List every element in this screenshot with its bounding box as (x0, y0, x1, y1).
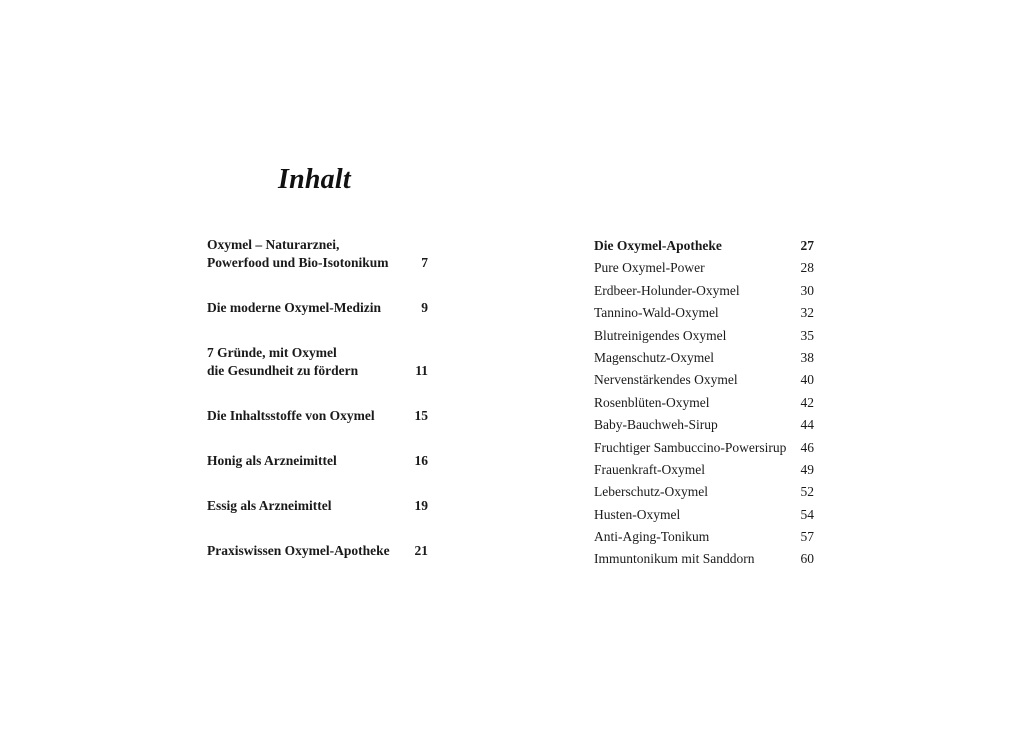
toc-entry-title: Baby-Bauchweh-Sirup (594, 417, 718, 433)
toc-page-number: 49 (800, 461, 814, 477)
toc-page-number: 60 (800, 551, 814, 567)
page-title: Inhalt (278, 164, 351, 195)
toc-entry-title: Anti-Aging-Tonikum (594, 529, 710, 545)
toc-entry-title: Husten-Oxymel (594, 506, 681, 522)
toc-entry-line: Essig als Arzneimittel (207, 498, 332, 513)
toc-entry-title (207, 497, 397, 515)
toc-entry-line: Powerfood und Bio-Isotonikum (207, 255, 389, 270)
toc-entry-line: Die Inhaltsstoffe von Oxymel (207, 408, 375, 423)
toc-entry-title: Fruchtiger Sambuccino-Powersirup (594, 439, 787, 455)
toc-page-number: 7 (421, 255, 428, 270)
toc-entry-title: Rosenblüten-Oxymel (594, 394, 710, 410)
toc-entry-naturarznei[interactable] (207, 236, 428, 272)
toc-page-number: 11 (415, 363, 428, 378)
toc-entry-title: Erdbeer-Holunder-Oxymel (594, 282, 740, 298)
toc-entry-title (207, 542, 397, 560)
toc-page-number: 15 (414, 408, 428, 423)
toc-recipe-entry[interactable] (594, 302, 814, 324)
toc-entry-title: Magenschutz-Oxymel (594, 349, 714, 365)
toc-recipe-entry[interactable] (594, 526, 814, 548)
toc-entry-title (207, 344, 397, 380)
toc-page-number: 32 (800, 305, 814, 321)
toc-entry-title: Tannino-Wald-Oxymel (594, 305, 719, 321)
toc-entry-7-gruende[interactable] (207, 344, 428, 380)
toc-page-number: 16 (414, 453, 428, 468)
toc-entry-moderne-medizin[interactable] (207, 299, 428, 317)
toc-entry-line: Praxiswissen Oxymel-Apotheke (207, 543, 390, 558)
toc-entry-line: Die moderne Oxymel-Medizin (207, 300, 381, 315)
toc-recipe-entry[interactable] (594, 392, 814, 414)
toc-entry-title: Nervenstärkendes Oxymel (594, 372, 738, 388)
toc-page-number: 42 (800, 394, 814, 410)
toc-entry-title: Frauenkraft-Oxymel (594, 461, 705, 477)
toc-recipe-entry[interactable] (594, 548, 814, 570)
toc-entry-line: Honig als Arzneimittel (207, 453, 337, 468)
toc-entry-inhaltsstoffe[interactable] (207, 407, 428, 425)
toc-page-number: 30 (800, 282, 814, 298)
toc-page-number: 44 (800, 417, 814, 433)
toc-recipe-entry[interactable] (594, 257, 814, 279)
toc-recipe-entry[interactable] (594, 280, 814, 302)
toc-left-column (207, 236, 428, 560)
toc-recipe-entry[interactable] (594, 481, 814, 503)
toc-entry-title: Die Oxymel-Apotheke (594, 238, 722, 253)
toc-page-number: 21 (414, 543, 428, 558)
toc-entry-line: 7 Gründe, mit Oxymel (207, 345, 337, 360)
toc-recipe-entry[interactable] (594, 369, 814, 391)
toc-page-number: 46 (800, 439, 814, 455)
toc-recipe-entry[interactable] (594, 325, 814, 347)
toc-page-number: 19 (414, 498, 428, 513)
toc-entry-line: Oxymel – Naturarznei, (207, 237, 340, 252)
toc-page-number: 28 (800, 260, 814, 276)
toc-entry-title (207, 236, 397, 272)
toc-section-heading[interactable] (594, 235, 814, 257)
toc-recipe-entry[interactable] (594, 504, 814, 526)
toc-recipe-entry[interactable] (594, 459, 814, 481)
toc-entry-title: Pure Oxymel-Power (594, 260, 705, 276)
toc-recipe-entry[interactable] (594, 414, 814, 436)
toc-page-number: 57 (800, 529, 814, 545)
toc-page-number: 35 (800, 327, 814, 343)
toc-entry-line: die Gesundheit zu fördern (207, 363, 359, 378)
toc-page-number: 52 (800, 484, 814, 500)
toc-recipe-entry[interactable] (594, 347, 814, 369)
toc-entry-essig[interactable] (207, 497, 428, 515)
toc-page-number: 54 (800, 506, 814, 522)
toc-entry-honig[interactable] (207, 452, 428, 470)
toc-page-number: 40 (800, 372, 814, 388)
toc-recipe-entry[interactable] (594, 437, 814, 459)
toc-page-number: 9 (421, 300, 428, 315)
toc-page-number: 38 (800, 349, 814, 365)
toc-entry-title: Blutreinigendes Oxymel (594, 327, 727, 343)
toc-right-column (594, 235, 814, 571)
toc-entry-title: Leberschutz-Oxymel (594, 484, 708, 500)
toc-entry-title: Immuntonikum mit Sanddorn (594, 551, 755, 567)
toc-entry-title (207, 299, 397, 317)
toc-entry-title (207, 407, 397, 425)
toc-entry-title (207, 452, 397, 470)
toc-page-number: 27 (800, 238, 814, 253)
toc-entry-praxiswissen[interactable] (207, 542, 428, 560)
